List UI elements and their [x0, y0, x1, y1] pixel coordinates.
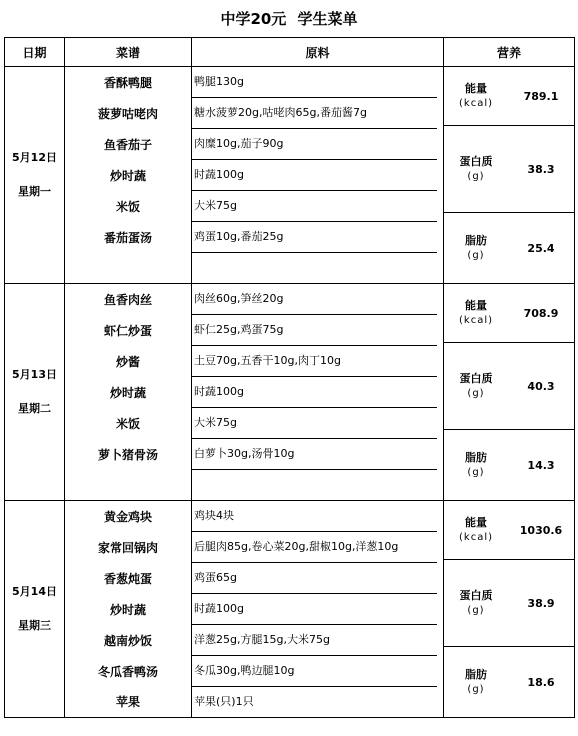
day-date-cell — [5, 67, 65, 284]
dish-name: 菠萝咕咾肉 — [65, 98, 192, 129]
nutrition-unit: (g) — [467, 250, 485, 261]
title-school-price: 中学20元 — [220, 10, 287, 28]
ingredient-item: 时蔬100g — [192, 594, 437, 625]
nutrition-value: 14.3 — [527, 458, 555, 472]
nutrition-row — [444, 430, 574, 500]
nutrition-label — [444, 298, 508, 328]
dish-name: 香酥鸭腿 — [65, 67, 192, 98]
header-row — [5, 38, 575, 67]
nutrition-label — [444, 154, 508, 184]
dish-name: 鱼香肉丝 — [65, 284, 192, 315]
dish-name — [65, 253, 192, 284]
day-date-cell — [5, 501, 65, 718]
ingredient-item — [192, 253, 437, 283]
day-weekday: 星期二 — [18, 402, 51, 415]
day-weekday: 星期一 — [18, 185, 51, 198]
nutrition-label — [444, 81, 508, 111]
ingredient-item: 洋葱25g,方腿15g,大米75g — [192, 625, 437, 656]
header-ingredients: 原料 — [192, 38, 444, 67]
nutrition-row — [444, 126, 574, 213]
menu-title — [0, 8, 578, 29]
dish-name: 炒时蔬 — [65, 160, 192, 191]
ingredients-cell — [192, 501, 444, 718]
nutrition-name: 脂肪 — [465, 668, 487, 681]
nutrition-name: 能量 — [465, 299, 487, 312]
dish-name: 鱼香茄子 — [65, 129, 192, 160]
dish-name: 萝卜猪骨汤 — [65, 439, 192, 470]
ingredient-item: 白萝卜30g,汤骨10g — [192, 439, 437, 470]
nutrition-value: 40.3 — [527, 379, 555, 393]
nutrition-label — [444, 371, 508, 401]
dish-name: 炒时蔬 — [65, 594, 192, 625]
menu-body — [5, 67, 575, 718]
ingredient-item: 大米75g — [192, 408, 437, 439]
nutrition-name: 蛋白质 — [459, 372, 493, 385]
header-dish: 菜谱 — [65, 38, 192, 67]
ingredient-item: 鸭腿130g — [192, 67, 437, 98]
nutrition-value: 38.3 — [527, 162, 555, 176]
dish-name: 香葱炖蛋 — [65, 563, 192, 594]
table-row — [5, 284, 575, 315]
dish-name: 黄金鸡块 — [65, 501, 192, 532]
header-nutrition: 营养 — [444, 38, 575, 67]
ingredients-cell — [192, 67, 444, 284]
ingredient-item: 大米75g — [192, 191, 437, 222]
dish-name: 米饭 — [65, 191, 192, 222]
nutrition-label — [444, 450, 508, 480]
ingredient-item: 时蔬100g — [192, 377, 437, 408]
dish-name: 炒时蔬 — [65, 377, 192, 408]
nutrition-value: 18.6 — [527, 675, 555, 689]
ingredient-item: 糖水菠萝20g,咕咾肉65g,番茄酱7g — [192, 98, 437, 129]
nutrition-cell — [444, 501, 575, 718]
ingredient-item: 冬瓜30g,鸭边腿10g — [192, 656, 437, 687]
nutrition-value: 1030.6 — [519, 523, 563, 537]
nutrition-unit: (g) — [467, 388, 485, 399]
ingredient-item: 苹果(只)1只 — [194, 695, 254, 708]
nutrition-row — [444, 67, 574, 126]
dish-name — [65, 470, 192, 501]
nutrition-row — [444, 501, 574, 560]
day-weekday: 星期三 — [18, 619, 51, 632]
nutrition-name: 脂肪 — [465, 234, 487, 247]
day-date: 5月14日 — [12, 585, 57, 598]
dish-name: 番茄蛋汤 — [65, 222, 192, 253]
nutrition-unit: (kcal) — [459, 532, 493, 543]
nutrition-unit: (g) — [467, 467, 485, 478]
nutrition-label — [444, 233, 508, 263]
ingredient-item: 时蔬100g — [192, 160, 437, 191]
nutrition-name: 脂肪 — [465, 451, 487, 464]
day-date-cell — [5, 284, 65, 501]
ingredient-item: 鸡蛋10g,番茄25g — [192, 222, 437, 253]
nutrition-label — [444, 515, 508, 545]
nutrition-cell — [444, 284, 575, 501]
nutrition-unit: (g) — [467, 171, 485, 182]
nutrition-name: 能量 — [465, 82, 487, 95]
ingredient-item: 鸡蛋65g — [192, 563, 437, 594]
table-row — [5, 501, 575, 532]
nutrition-value: 25.4 — [527, 241, 555, 255]
nutrition-row — [444, 213, 574, 283]
day-date: 5月12日 — [12, 151, 57, 164]
nutrition-unit: (kcal) — [459, 315, 493, 326]
dish-name: 米饭 — [65, 408, 192, 439]
nutrition-value: 708.9 — [523, 306, 559, 320]
ingredient-item: 虾仁25g,鸡蛋75g — [192, 315, 437, 346]
nutrition-row — [444, 560, 574, 647]
ingredient-item — [192, 470, 437, 500]
day-date: 5月13日 — [12, 368, 57, 381]
nutrition-row — [444, 284, 574, 343]
nutrition-unit: (g) — [467, 605, 485, 616]
nutrition-unit: (kcal) — [459, 98, 493, 109]
dish-name: 家常回锅肉 — [65, 532, 192, 563]
nutrition-name: 能量 — [465, 516, 487, 529]
nutrition-value: 38.9 — [527, 596, 555, 610]
header-date: 日期 — [5, 38, 65, 67]
nutrition-cell — [444, 67, 575, 284]
menu-table — [4, 37, 575, 718]
ingredient-item: 肉丝60g,笋丝20g — [192, 284, 437, 315]
nutrition-label — [444, 667, 508, 697]
nutrition-row — [444, 343, 574, 430]
ingredients-cell — [192, 284, 444, 501]
dish-name: 虾仁炒蛋 — [65, 315, 192, 346]
table-row — [5, 67, 575, 98]
nutrition-row — [444, 647, 574, 717]
ingredient-item: 肉糜10g,茄子90g — [192, 129, 437, 160]
title-menu-name: 学生菜单 — [297, 10, 358, 28]
nutrition-name: 蛋白质 — [459, 155, 493, 168]
dish-name: 冬瓜香鸭汤 — [65, 656, 192, 687]
nutrition-label — [444, 588, 508, 618]
dish-name: 越南炒饭 — [65, 625, 192, 656]
ingredient-item: 鸡块4块 — [192, 501, 437, 532]
nutrition-name: 蛋白质 — [459, 589, 493, 602]
nutrition-unit: (g) — [467, 684, 485, 695]
dish-name: 炒酱 — [65, 346, 192, 377]
ingredient-item: 土豆70g,五香干10g,肉丁10g — [192, 346, 437, 377]
ingredient-item: 后腿肉85g,卷心菜20g,甜椒10g,洋葱10g — [192, 532, 437, 563]
nutrition-value: 789.1 — [523, 89, 559, 103]
dish-name: 苹果 — [65, 687, 192, 718]
